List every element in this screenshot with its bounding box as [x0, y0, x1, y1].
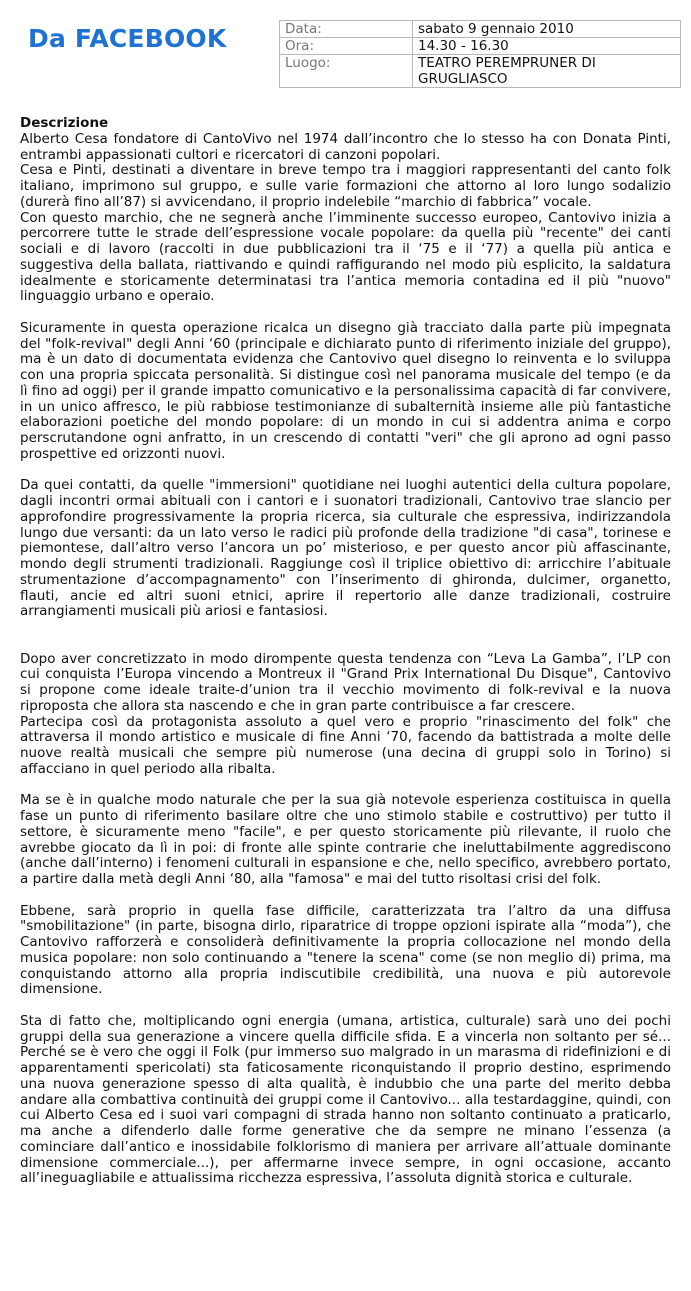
info-row-place	[280, 55, 681, 88]
paragraph: Da quei contatti, da quelle "immersioni" quotidiane nei luoghi autentici della cultura popolare, dagli incontri ormai abituali con i cantori e i suonatori tradizionali, Cantovivo trae slancio per approfondire progressivamente la propria ricerca, sia culturale che espressiva, indirizzandola lungo due versanti: da un lato verso le radici più profonde della tradizione "di casa", torinese e piemontese, dall’altro verso l’ancora un po’ misterioso, e per questo ancor più affascinante, mondo degli strumenti tradizionali. Raggiunge così il triplice obiettivo di: arricchire l’abituale strumentazione d’accompagnamento" con l’inserimento di ghironda, dulcimer, organetto, flauti, ancie ed altri suoni etnici, aprire il repertorio alle danze tradizionali, costruire arrangiamenti musicali più ariosi e fantasiosi.	[20, 477, 671, 620]
paragraph: Sicuramente in questa operazione ricalca un disegno già tracciato dalla parte più impegnata del "folk-revival" degli Anni ‘60 (principale e dichiarato punto di riferimento iniziale del gruppo), ma è un dato di documentata evidenza che Cantovivo quel disegno lo reinventa e lo sviluppa con una propria spiccata personalità. Si distingue così nel panorama musicale del tempo (e da lì fino ad oggi) per il grande impatto comunicativo e la personalissima capacità di far convivere, in un unico affresco, le più rabbiose testimonianze di subalternità insieme alle più fantastiche elaborazioni poetiche del mondo popolare: di un mondo in cui si addentra anima e corpo perscrutandone ogni anfratto, in un crescendo di contatti "veri" che gli aprono ad ogni passo prospettive ed orizzonti nuovi.	[20, 319, 671, 462]
section-heading: Descrizione	[20, 115, 109, 131]
paragraph-gap	[20, 636, 671, 652]
info-row-date	[280, 21, 681, 38]
info-label-time: Ora:	[280, 38, 413, 55]
paragraph-gap	[20, 305, 671, 321]
paragraph: Ma se è in qualche modo naturale che per la sua già notevole esperienza costituisca in quella fase un punto di riferimento basilare oltre che uno stimolo stabile e costruttivo) per tutto il settore, è sicuramente meno "facile", e per questo storicamente più rilevante, il ruolo che avrebbe giocato da lì in poi: di fronte alle spinte contrarie che ineluttabilmente aggrediscono (anche dall’interno) i fenomeni culturali in espansione e che, nello specifico, avrebbero portato, a partire dalla metà degli Anni ‘80, alla "famosa" e mai del tutto risoltasi crisi del folk.	[20, 792, 671, 887]
paragraph: Alberto Cesa fondatore di CantoVivo nel 1974 dall’incontro che lo stesso ha con Donata Pinti, entrambi appassionati cultori e ricercatori di canzoni popolari.	[20, 130, 671, 163]
paragraph-gap	[20, 463, 671, 479]
info-value-date: sabato 9 gennaio 2010	[413, 21, 681, 38]
paragraph: Dopo aver concretizzato in modo dirompente questa tendenza con “Leva La Gamba”, l’LP con cui conquista l’Europa vincendo a Montreux il "Grand Prix International Du Disque", Cantovivo si propone come ideale traite-d’union tra il vecchio movimento di folk-revival e la nuova riproposta che allora sta nascendo e che in gran parte contribuisce a far crescere.	[20, 650, 671, 714]
page-title: Da FACEBOOK	[28, 24, 227, 53]
paragraph: Cesa e Pinti, destinati a diventare in breve tempo tra i maggiori rappresentanti del canto folk italiano, imprimono sul gruppo, e sulle varie formazioni che attorno al loro lungo sodalizio (durerà fino all’87) si avvicendano, il proprio indelebile “marchio di fabbrica” vocale.	[20, 162, 671, 210]
description-body	[20, 116, 671, 1187]
info-value-time: 14.30 - 16.30	[413, 38, 681, 55]
event-info-table	[279, 20, 681, 88]
info-row-time	[280, 38, 681, 55]
paragraph-gap	[20, 888, 671, 904]
info-label-date: Data:	[280, 21, 413, 38]
paragraph-gap	[20, 778, 671, 794]
paragraph: Partecipa così da protagonista assoluto a quel vero e proprio "rinascimento del folk" che attraversa il mondo artistico e musicale di fine Anni ‘70, facendo da battistrada a molte delle nuove realtà musicali che sempre più numerose (una decina di gruppi solo in Torino) si affacciano in quel periodo alla ribalta.	[20, 713, 671, 777]
paragraph-gap	[20, 620, 671, 636]
paragraph-gap	[20, 998, 671, 1014]
info-value-place: TEATRO PEREMPRUNER DI GRUGLIASCO	[413, 55, 681, 88]
paragraph: Con questo marchio, che ne segnerà anche l’imminente successo europeo, Cantovivo inizia a percorrere tutte le strade dell’espressione vocale popolare: da quella più "recente" dei canti sociali e di lavoro (raccolti in due pubblicazioni tra il ‘75 e il ‘77) a quella più antica e suggestiva della ballata, riattivando e quindi raffigurando nel modo più esplicito, la saldatura idealmente e storicamente determinatasi tra l’antica memoria contadina ed il più "nuovo" linguaggio urbano e operaio.	[20, 209, 671, 305]
paragraph: Ebbene, sarà proprio in quella fase difficile, caratterizzata tra l’altro da una diffusa "smobilitazione" (in parte, bisogna dirlo, riparatrice di troppe opzioni ispirate alla “moda”), che Cantovivo rafforzerà e consoliderà definitivamente la propria collocazione nel mondo della musica popolare: non solo continuando a "tenere la scena" come (se non meglio di) prima, ma conquistando attorno alla propria indiscutibile credibilità, una nuova e più autorevole dimensione.	[20, 902, 671, 998]
paragraph: Sta di fatto che, moltiplicando ogni energia (umana, artistica, culturale) sarà uno dei pochi gruppi della sua generazione a vincere quella difficile sfida. E a vincerla non soltanto per sé... Perché se è vero che oggi il Folk (pur immerso suo malgrado in un marasma di ridefinizioni e di apparentamenti spericolati) sta faticosamente riconquistando il proprio destino, esprimendo una nuova generazione spesso di alta qualità, è indubbio che una parte del merito debba andare alla combattiva continuità dei gruppi come il Cantovivo... alla testardaggine, quindi, con cui Alberto Cesa ed i suoi vari compagni di strada hanno non soltanto continuato a praticarlo, ma anche a difenderlo dalle forme generative che da sempre ne minano l’essenza (a cominciare dall’antico e inossidabile folklorismo di maniera per arrivare all’attuale dominante dimensione commerciale...), per affermarne invece sempre, in ogni occasione, accanto all’ineguagliabile e attualissima ricchezza espressiva, l’assoluta dignità storica e culturale.	[20, 1012, 671, 1187]
description-paragraphs	[20, 132, 671, 1187]
info-label-place: Luogo:	[280, 55, 413, 88]
